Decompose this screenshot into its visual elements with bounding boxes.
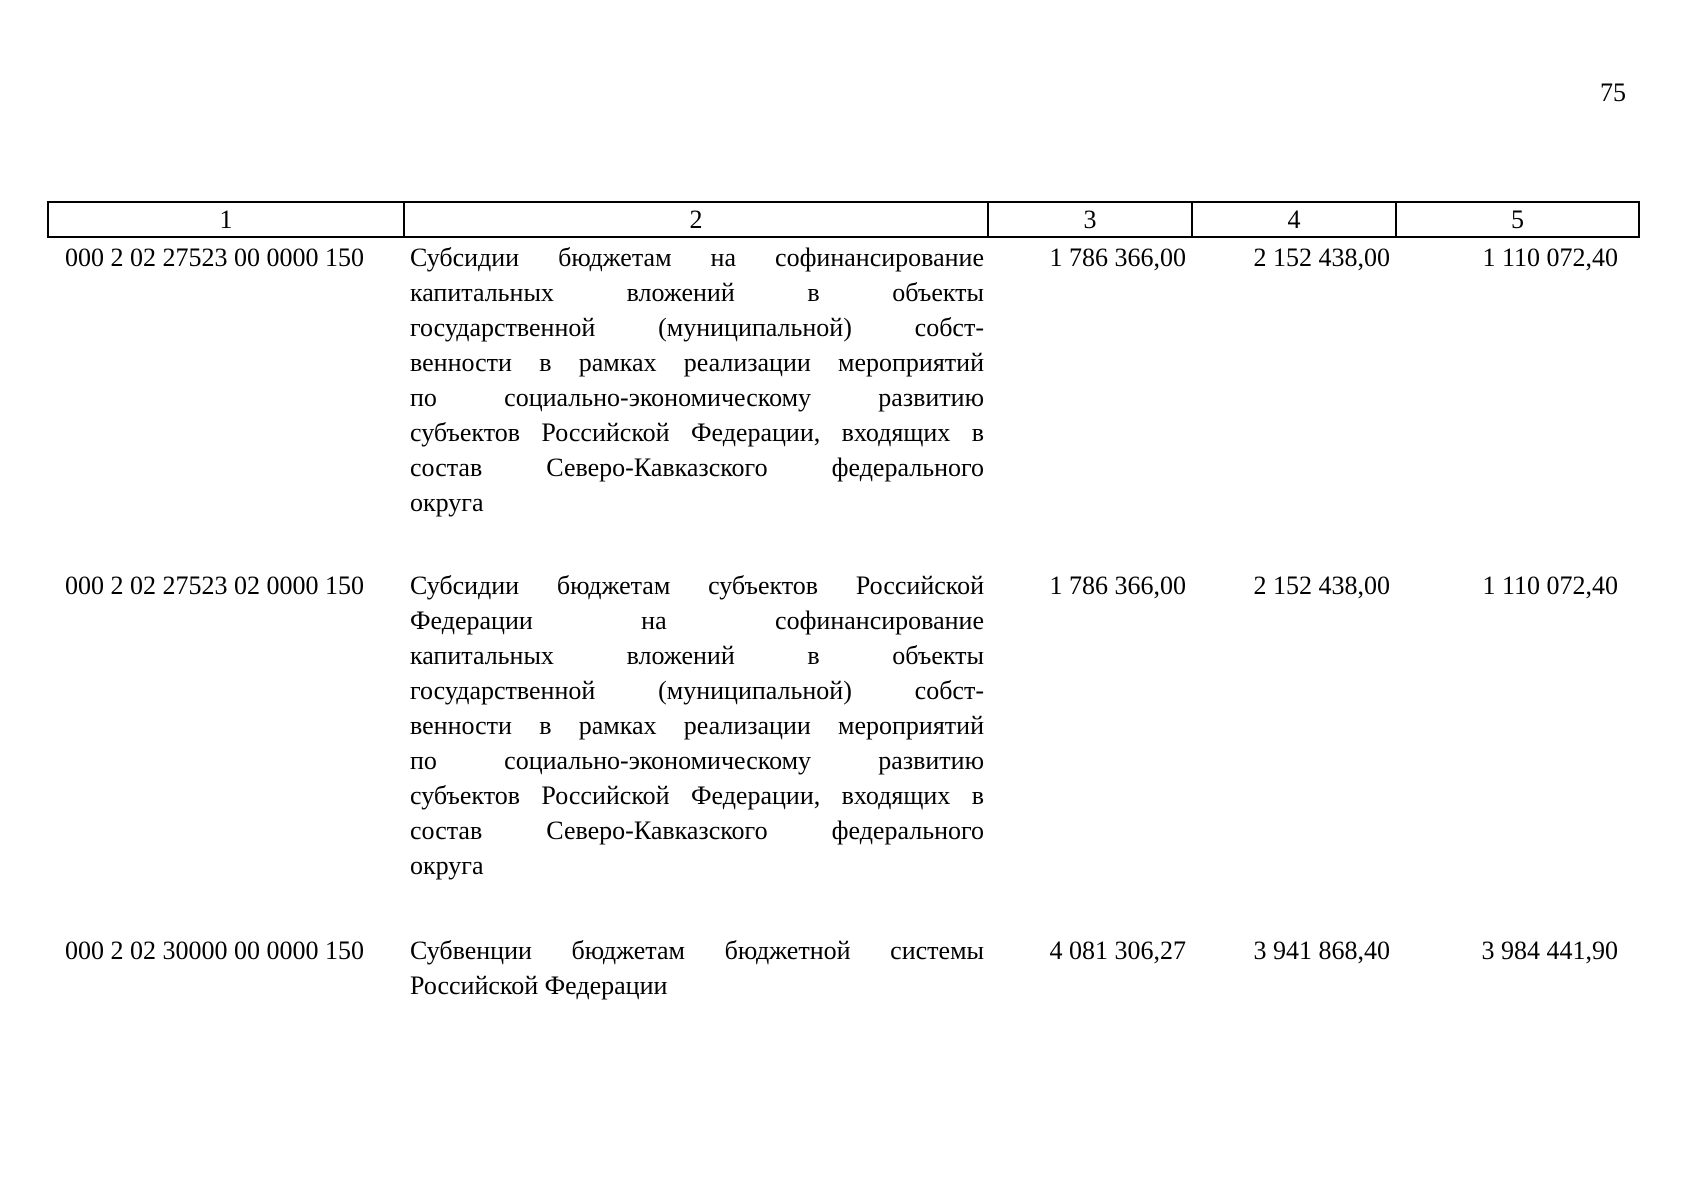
description-line: субъектов Российской Федерации, входящих в: [410, 418, 984, 447]
row-description: [410, 933, 984, 1003]
amount-col-4: 2 152 438,00: [1253, 571, 1390, 600]
row-description: [410, 568, 984, 883]
budget-code: 000 2 02 27523 00 0000 150: [65, 243, 364, 272]
amount-col-5: 1 110 072,40: [1482, 243, 1618, 272]
description-line: состав Северо-Кавказского федерального: [410, 453, 984, 482]
amount-col-5: 1 110 072,40: [1482, 571, 1618, 600]
description-line: по социально-экономическому развитию: [410, 746, 984, 775]
description-line: по социально-экономическому развитию: [410, 383, 984, 412]
description-line: государственной (муниципальной) собст-: [410, 313, 984, 342]
description-line: состав Северо-Кавказского федерального: [410, 816, 984, 845]
header-col-4: 4: [1192, 202, 1396, 237]
description-line: капитальных вложений в объекты: [410, 641, 984, 670]
header-row: [48, 202, 1639, 237]
description-line: государственной (муниципальной) собст-: [410, 676, 984, 705]
description-line: округа: [410, 851, 484, 880]
header-col-2: 2: [404, 202, 988, 237]
description-line: субъектов Российской Федерации, входящих в: [410, 781, 984, 810]
description-line: Федерации на софинансирование: [410, 606, 984, 635]
description-line: Субсидии бюджетам субъектов Российской: [410, 571, 984, 600]
header-col-3: 3: [988, 202, 1192, 237]
description-line: капитальных вложений в объекты: [410, 278, 984, 307]
header-col-1: 1: [48, 202, 404, 237]
description-line: венности в рамках реализации мероприятий: [410, 348, 984, 377]
amount-col-4: 2 152 438,00: [1253, 243, 1390, 272]
amount-col-3: 1 786 366,00: [1049, 571, 1186, 600]
description-line: Субвенции бюджетам бюджетной системы: [410, 936, 984, 965]
header-col-5: 5: [1396, 202, 1639, 237]
page-number: 75: [1600, 78, 1626, 107]
budget-code: 000 2 02 27523 02 0000 150: [65, 571, 364, 600]
amount-col-3: 4 081 306,27: [1049, 936, 1186, 965]
description-line: венности в рамках реализации мероприятий: [410, 711, 984, 740]
amount-col-5: 3 984 441,90: [1481, 936, 1618, 965]
description-line: Российской Федерации: [410, 971, 668, 1000]
amount-col-4: 3 941 868,40: [1253, 936, 1390, 965]
table-header: [47, 201, 1640, 238]
amount-col-3: 1 786 366,00: [1049, 243, 1186, 272]
description-line: округа: [410, 488, 484, 517]
description-line: Субсидии бюджетам на софинансирование: [410, 243, 984, 272]
budget-code: 000 2 02 30000 00 0000 150: [65, 936, 364, 965]
row-description: [410, 240, 984, 520]
